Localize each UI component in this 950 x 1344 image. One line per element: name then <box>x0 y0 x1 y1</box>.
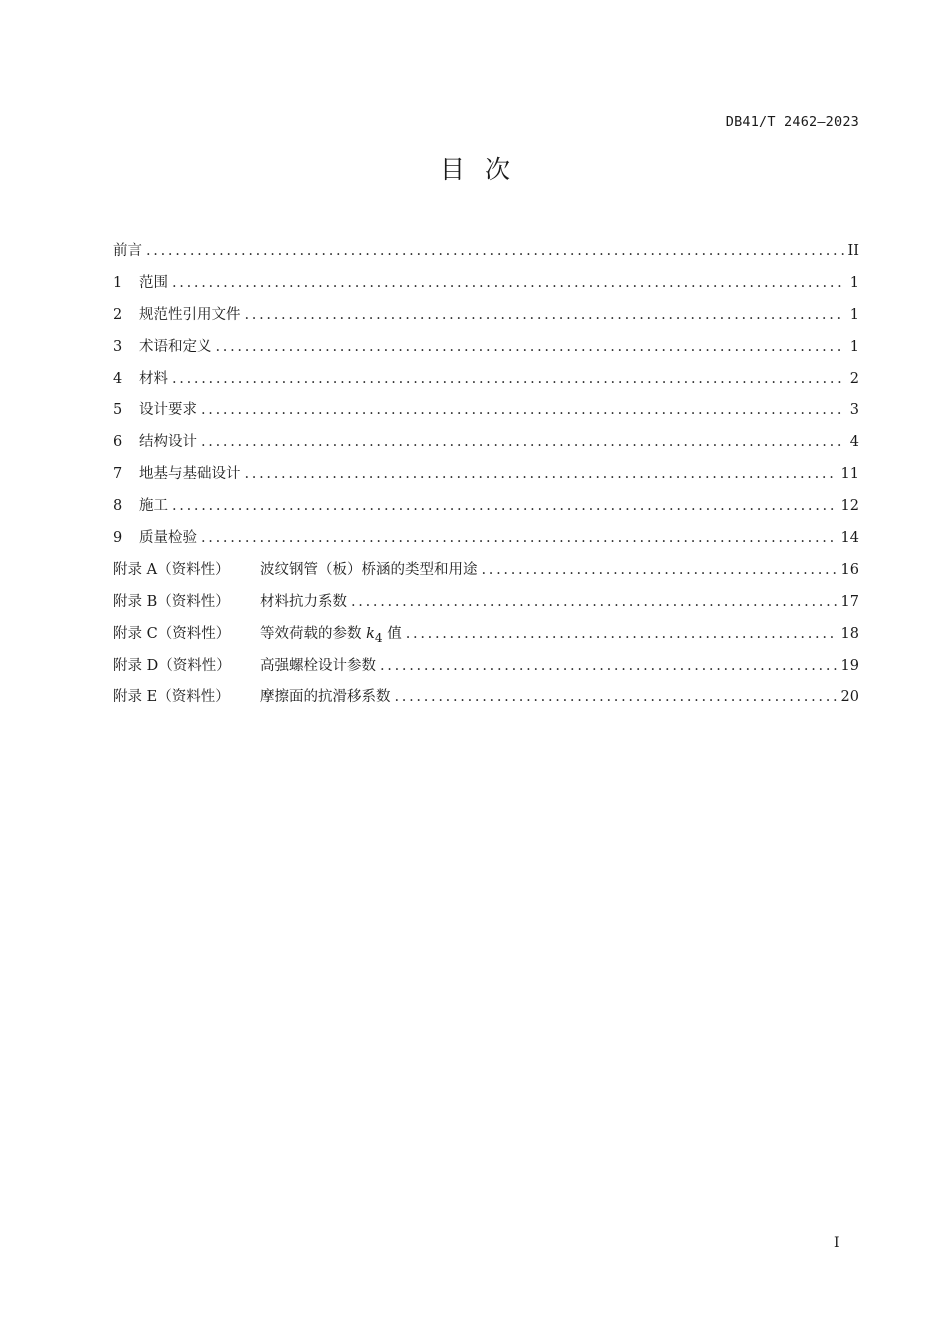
toc-entry-page: 18 <box>840 625 859 642</box>
toc-appendix-label: 附录 D（资料性） <box>113 657 231 674</box>
k-symbol: k <box>366 625 375 642</box>
toc-entry-title: 高强螺栓设计参数 <box>260 657 376 674</box>
toc-leader-dots <box>406 619 837 651</box>
toc-appendix-e[interactable] <box>113 682 859 714</box>
toc-entry-title: 结构设计 <box>139 434 197 451</box>
toc-entry-title: 材料抗力系数 <box>260 593 347 610</box>
k-subscript: 4 <box>374 630 383 645</box>
toc-entry-title: 术语和定义 <box>139 338 212 355</box>
toc-entry-number: 5 <box>113 402 123 419</box>
toc-entry-title: 质量检验 <box>139 530 197 547</box>
toc-appendix-label: 附录 C（资料性） <box>113 625 231 642</box>
toc-entry-page: 11 <box>840 466 859 483</box>
toc-appendix-label: 附录 E（资料性） <box>113 689 230 706</box>
toc-entry-page: 17 <box>840 593 859 610</box>
toc-appendix-label: 附录 B（资料性） <box>113 593 230 610</box>
page-title: 目次 <box>439 155 530 184</box>
toc-entry-page: 1 <box>849 306 859 323</box>
toc-entry-page: 2 <box>849 370 859 387</box>
toc-entry-page: 12 <box>840 498 859 515</box>
toc-entry-5[interactable] <box>113 395 859 427</box>
toc-entry-title: 前言 <box>113 243 142 259</box>
toc-appendix-d[interactable] <box>113 651 859 683</box>
toc-entry-3[interactable] <box>113 332 859 364</box>
toc-entry-page: 19 <box>840 657 859 674</box>
toc-leader-dots <box>245 300 846 332</box>
toc-entry-preface[interactable] <box>113 236 859 268</box>
toc-entry-7[interactable] <box>113 459 859 491</box>
toc-entry-title <box>260 619 402 655</box>
toc-leader-dots <box>201 427 845 459</box>
toc-entry-page: 3 <box>849 402 859 419</box>
toc-entry-number: 1 <box>113 274 123 291</box>
toc-entry-8[interactable] <box>113 491 859 523</box>
toc-appendix-label: 附录 A（资料性） <box>113 561 230 578</box>
toc-entry-number: 3 <box>113 338 123 355</box>
toc-entry-page: 16 <box>840 561 859 578</box>
toc-appendix-a[interactable] <box>113 555 859 587</box>
toc-leader-dots <box>482 555 837 587</box>
toc-leader-dots <box>172 268 845 300</box>
toc-entry-6[interactable] <box>113 427 859 459</box>
toc-entry-4[interactable] <box>113 364 859 396</box>
toc-entry-title: 范围 <box>139 274 168 291</box>
toc-appendix-b[interactable] <box>113 587 859 619</box>
toc-entry-number: 6 <box>113 434 123 451</box>
toc-leader-dots <box>351 587 837 619</box>
toc-entry-number: 4 <box>113 370 123 387</box>
toc-entry-page: 20 <box>840 689 859 706</box>
toc-entry-number: 7 <box>113 466 123 483</box>
toc-entry-title: 设计要求 <box>139 402 197 419</box>
toc-entry-page: 1 <box>849 338 859 355</box>
toc-entry-page: II <box>847 243 859 259</box>
toc-entry-2[interactable] <box>113 300 859 332</box>
toc-entry-number: 8 <box>113 498 123 515</box>
toc-entry-title: 规范性引用文件 <box>139 306 241 323</box>
toc-leader-dots <box>395 682 837 714</box>
toc-entry-page: 1 <box>849 274 859 291</box>
toc-entry-page: 14 <box>840 530 859 547</box>
toc-leader-dots <box>146 236 844 268</box>
toc-entry-title: 摩擦面的抗滑移系数 <box>260 689 391 706</box>
title-text: 等效荷载的参数 <box>260 625 367 642</box>
toc-entry-9[interactable] <box>113 523 859 555</box>
toc-leader-dots <box>172 364 845 396</box>
toc-entry-number: 9 <box>113 530 123 547</box>
toc-entry-title: 施工 <box>139 498 168 515</box>
toc-entry-title: 波纹钢管（板）桥涵的类型和用途 <box>260 561 478 578</box>
toc-entry-1[interactable] <box>113 268 859 300</box>
toc-entry-title: 材料 <box>139 370 168 387</box>
toc-leader-dots <box>380 651 837 683</box>
toc-entry-number: 2 <box>113 306 123 323</box>
toc-entry-title: 地基与基础设计 <box>139 466 241 483</box>
table-of-contents <box>113 236 859 714</box>
document-code: DB41/T 2462—2023 <box>725 114 859 130</box>
page-number: I <box>834 1235 840 1251</box>
toc-leader-dots <box>172 491 837 523</box>
toc-leader-dots <box>201 523 837 555</box>
toc-entry-page: 4 <box>849 434 859 451</box>
title-text-suffix: 值 <box>382 625 402 642</box>
toc-leader-dots <box>201 395 845 427</box>
toc-leader-dots <box>216 332 846 364</box>
toc-appendix-c[interactable] <box>113 619 859 651</box>
toc-leader-dots <box>245 459 837 491</box>
